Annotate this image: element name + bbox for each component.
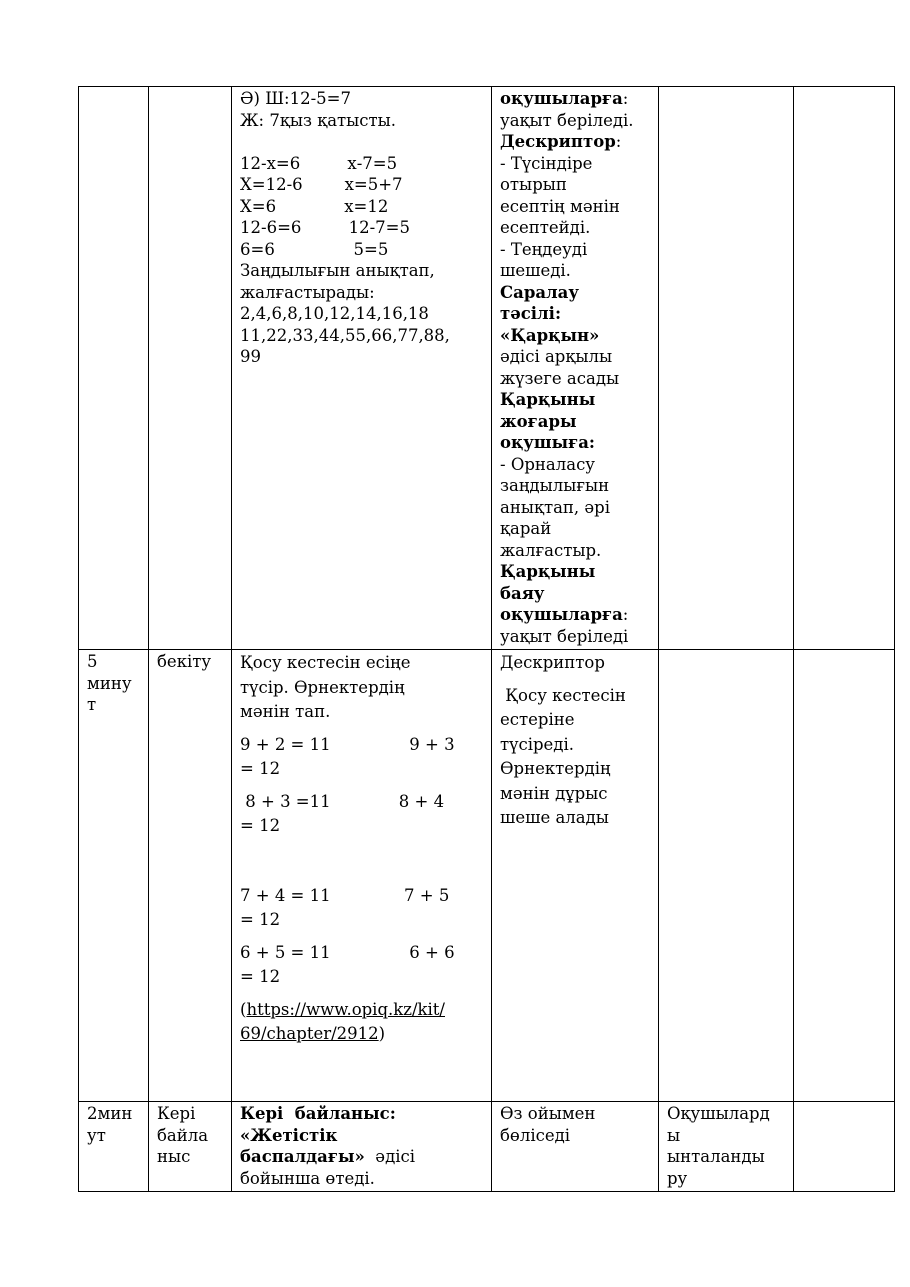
bold-text: оқушыларға bbox=[500, 605, 623, 624]
group-heading: Қарқыны bbox=[500, 390, 596, 409]
equation-pair: 8 + 3 =11 8 + 4 = 12 bbox=[240, 791, 445, 835]
resource-reference bbox=[240, 998, 484, 1047]
student-line: жалғастыр. bbox=[500, 540, 602, 560]
student-line: заңдылығын bbox=[500, 476, 610, 495]
activity-line: 6=6 5=5 bbox=[240, 239, 389, 259]
paren-close: ) bbox=[378, 1024, 386, 1043]
teacher-activity-cell bbox=[232, 87, 492, 650]
time-cell bbox=[79, 650, 149, 1102]
stage-cell bbox=[149, 1102, 232, 1192]
method-name: «Қарқын» bbox=[500, 325, 600, 345]
student-line: қарай bbox=[500, 519, 552, 538]
lesson-plan-table bbox=[78, 86, 895, 1192]
activity-line: 99 bbox=[240, 347, 261, 366]
group-heading: баяу bbox=[500, 583, 545, 603]
assessment-cell bbox=[659, 650, 794, 1102]
time-text: 2мин ут bbox=[87, 1104, 133, 1145]
student-activity-cell bbox=[492, 87, 659, 650]
assessment-cell bbox=[659, 1102, 794, 1192]
student-line: есептейді. bbox=[500, 218, 591, 237]
student-line: уақыт беріледі. bbox=[500, 110, 634, 130]
text: : bbox=[622, 605, 629, 624]
text: : bbox=[615, 132, 622, 151]
student-line: есептің мәнін bbox=[500, 196, 620, 216]
student-line: уақыт беріледі bbox=[500, 626, 629, 646]
activity-line: Ә) Ш:12-5=7 bbox=[240, 89, 351, 108]
activity-line: Заңдылығын анықтап, bbox=[240, 261, 435, 280]
task-instruction: Қосу кестесін есіңе түсір. Өрнектердің мәнін тап. bbox=[240, 653, 411, 721]
group-heading: оқушыға: bbox=[500, 433, 596, 452]
student-line: әдісі арқылы bbox=[500, 347, 613, 366]
stage-cell bbox=[149, 650, 232, 1102]
descriptor-heading: Дескриптор bbox=[500, 653, 605, 672]
time-cell bbox=[79, 87, 149, 650]
activity-line: жалғастырады: bbox=[240, 282, 375, 302]
activity-line: Ж: 7қыз қатысты. bbox=[240, 110, 397, 130]
student-line: - Түсіндіре bbox=[500, 153, 593, 173]
student-line: шешеді. bbox=[500, 261, 571, 280]
student-activity-cell bbox=[492, 650, 659, 1102]
method-name: баспалдағы» bbox=[240, 1147, 365, 1166]
blank-space bbox=[240, 839, 484, 884]
activity-line: 12-х=6 х-7=5 bbox=[240, 153, 398, 173]
activity-line: бойынша өтеді. bbox=[240, 1168, 375, 1188]
student-line bbox=[500, 88, 651, 110]
student-line: отырып bbox=[500, 175, 567, 194]
activity-line: Х=6 х=12 bbox=[240, 196, 389, 216]
paren-open: ( bbox=[240, 999, 247, 1019]
table-row-feedback bbox=[79, 1102, 895, 1192]
text: - bbox=[500, 454, 511, 474]
equation-pair: 7 + 4 = 11 7 + 5 = 12 bbox=[240, 885, 450, 929]
resources-cell bbox=[794, 650, 895, 1102]
stage-text: бекіту bbox=[157, 652, 212, 671]
table-row-continued bbox=[79, 87, 895, 650]
resource-link[interactable]: https://www.opiq.kz/kit/ 69/chapter/2912 bbox=[240, 999, 445, 1043]
feedback-heading: Кері байланыс: bbox=[240, 1104, 396, 1123]
activity-line bbox=[240, 1146, 484, 1168]
assessment-cell bbox=[659, 87, 794, 650]
equation-pair: 6 + 5 = 11 6 + 6 = 12 bbox=[240, 942, 455, 986]
resources-cell bbox=[794, 87, 895, 650]
student-activity-cell bbox=[492, 1102, 659, 1192]
blank-line bbox=[240, 131, 484, 153]
activity-line: 12-6=6 12-7=5 bbox=[240, 218, 410, 237]
student-line bbox=[500, 604, 651, 626]
time-text: 5 мину т bbox=[87, 652, 132, 714]
student-line: - Теңдеуді bbox=[500, 239, 588, 259]
time-cell bbox=[79, 1102, 149, 1192]
student-line bbox=[500, 131, 651, 153]
student-line: анықтап, әрі bbox=[500, 497, 611, 517]
activity-line: 2,4,6,8,10,12,14,16,18 bbox=[240, 304, 429, 323]
stage-text: Кері байла ныс bbox=[157, 1104, 209, 1166]
teacher-activity-cell bbox=[232, 650, 492, 1102]
text: Орналасу bbox=[510, 454, 596, 474]
group-heading: Қарқыны bbox=[500, 562, 596, 581]
bold-text: оқушыларға bbox=[500, 89, 623, 108]
student-line bbox=[500, 454, 651, 476]
resources-cell bbox=[794, 1102, 895, 1192]
differentiation-heading: тәсілі: bbox=[500, 304, 562, 323]
assessment-text: Оқушылард ы ынталанды ру bbox=[667, 1104, 770, 1188]
descriptor-text: Қосу кестесін естеріне түсіреді. Өрнектердің мәнін дұрыс шеше алады bbox=[500, 685, 626, 827]
equation-pair: 9 + 2 = 11 9 + 3 = 12 bbox=[240, 734, 455, 778]
differentiation-heading: Саралау bbox=[500, 282, 579, 302]
text: : bbox=[622, 89, 629, 108]
table-row-bekitu bbox=[79, 650, 895, 1102]
teacher-activity-cell bbox=[232, 1102, 492, 1192]
activity-line: 11,22,33,44,55,66,77,88, bbox=[240, 325, 450, 345]
method-name: «Жетістік bbox=[240, 1125, 338, 1145]
descriptor-heading: Дескриптор bbox=[500, 132, 616, 151]
group-heading: жоғары bbox=[500, 411, 577, 431]
stage-cell bbox=[149, 87, 232, 650]
student-text: Өз ойымен бөліседі bbox=[500, 1104, 596, 1145]
text: әдісі bbox=[364, 1147, 416, 1166]
activity-line: Х=12-6 х=5+7 bbox=[240, 175, 403, 194]
student-line: жүзеге асады bbox=[500, 368, 620, 388]
